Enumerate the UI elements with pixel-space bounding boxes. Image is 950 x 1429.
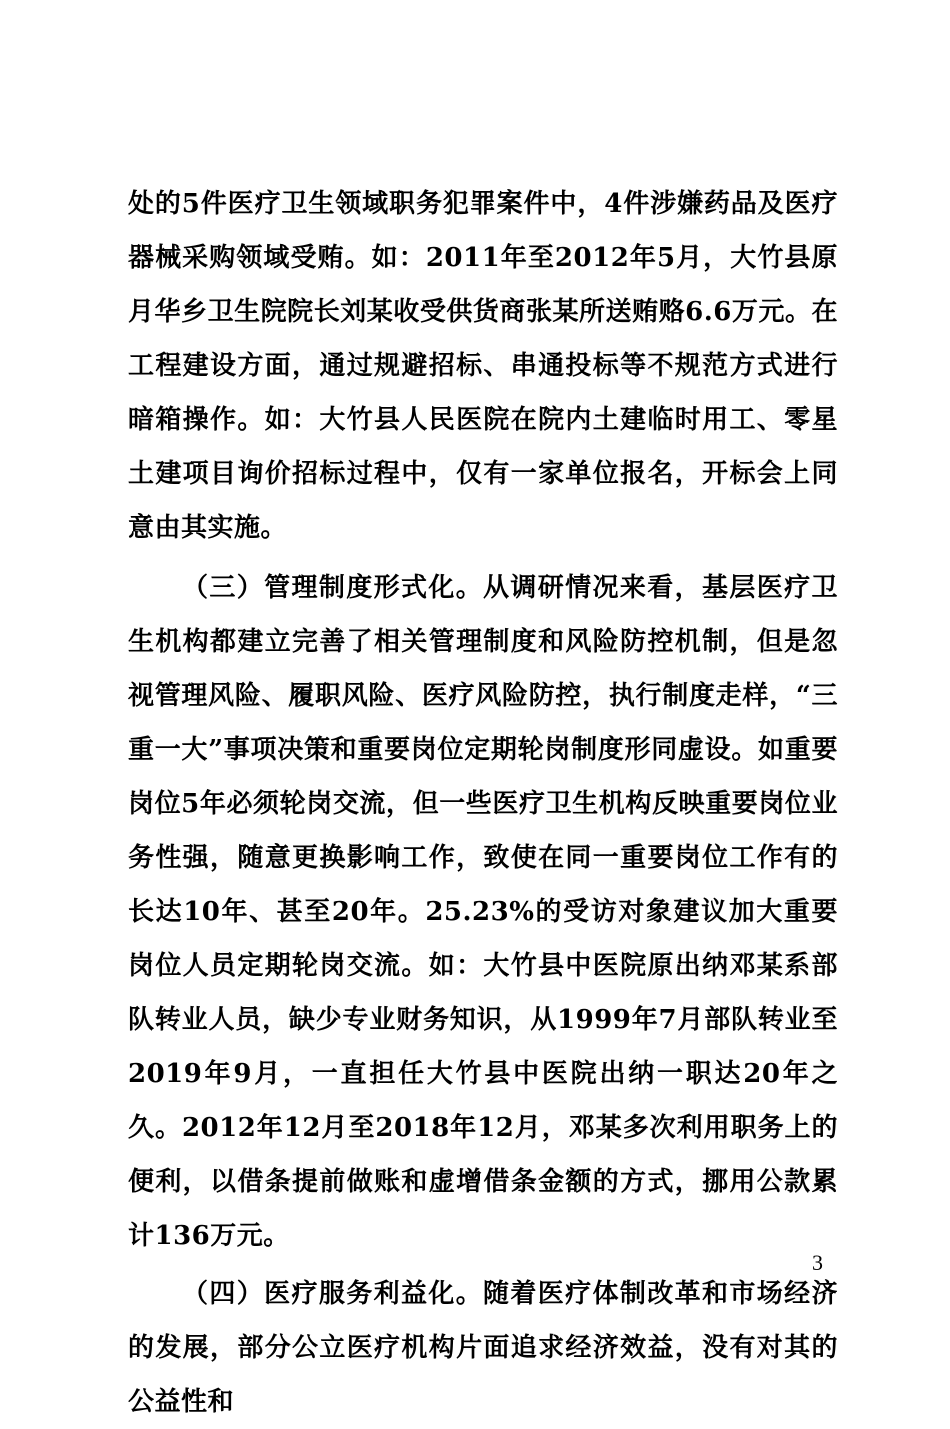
paragraph-section-4: （四）医疗服务利益化。随着医疗体制改革和市场经济的发展，部分公立医疗机构片面追求经济效益，没有对其的公益性和: [128, 1279, 838, 1417]
body-text: [128, 177, 838, 1429]
page-number: 3: [812, 1250, 823, 1275]
paragraph-continuation: 处的5件医疗卫生领域职务犯罪案件中，4件涉嫌药品及医疗器械采购领域受贿。如：2011年至2012年5月，大竹县原月华乡卫生院院长刘某收受供货商张某所送贿赂6.6万元。在工程建设方面，通过规避招标、串通投标等不规范方式进行暗箱操作。如：大竹县人民医院在院内土建临时用工、零星土建项目询价招标过程中，仅有一家单位报名，开标会上同意由其实施。: [128, 189, 838, 543]
paragraph-section-3: （三）管理制度形式化。从调研情况来看，基层医疗卫生机构都建立完善了相关管理制度和风险防控机制，但是忽视管理风险、履职风险、医疗风险防控，执行制度走样，“三重一大”事项决策和重要岗位定期轮岗制度形同虚设。如重要岗位5年必须轮岗交流，但一些医疗卫生机构反映重要岗位业务性强，随意更换影响工作，致使在同一重要岗位工作有的长达10年、甚至20年。25.23%的受访对象建议加大重要岗位人员定期轮岗交流。如：大竹县中医院原出纳邓某系部队转业人员，缺少专业财务知识，从1999年7月部队转业至2019年9月，一直担任大竹县中医院出纳一职达20年之久。2012年12月至2018年12月，邓某多次利用职务上的便利，以借条提前做账和虚增借条金额的方式，挪用公款累计136万元。: [128, 573, 838, 1251]
